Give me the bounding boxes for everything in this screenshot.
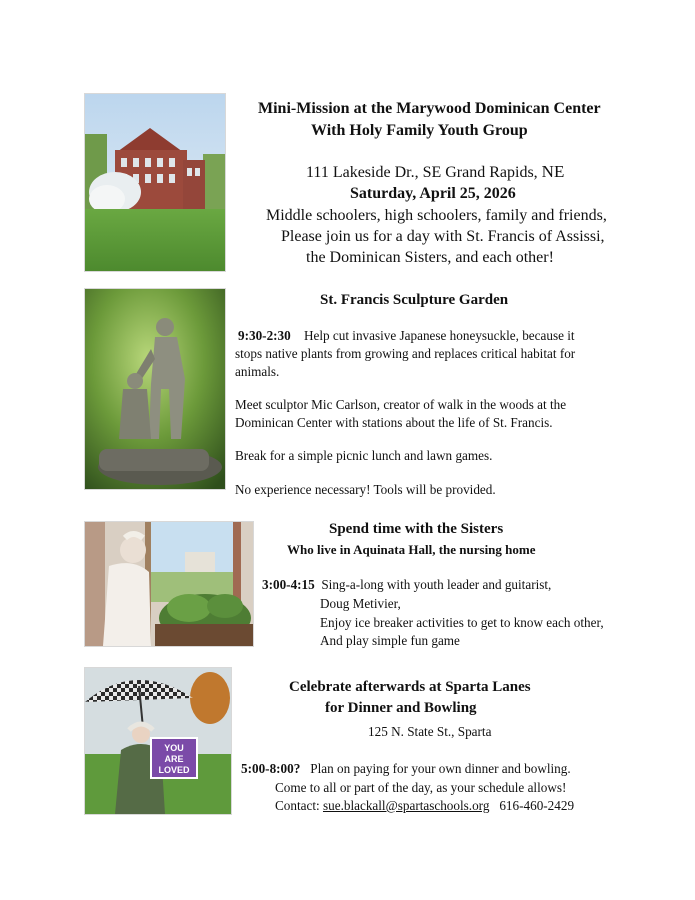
sisters-line1-text: Sing-a-long with youth leader and guitarist, [321, 577, 552, 592]
celebrate-time: 5:00-8:00? [241, 761, 301, 776]
celebrate-heading-line1: Celebrate afterwards at Sparta Lanes [289, 679, 531, 695]
sisters-line2: Doug Metivier, [320, 596, 401, 611]
sign-word-1: YOU [164, 743, 184, 753]
contact-label: Contact: [275, 798, 323, 813]
marywood-building-photo [84, 93, 226, 272]
event-title-line1: Mini-Mission at the Marywood Dominican Center [258, 100, 601, 117]
address-text: 111 Lakeside Dr., SE Grand Rapids, [306, 164, 542, 181]
invite-line2: Please join us for a day with St. Francis of Assissi, [281, 228, 605, 245]
sculpture-para1-line1 [238, 327, 575, 344]
invite-line3: the Dominican Sisters, and each other! [306, 249, 554, 266]
celebrate-line2: Come to all or part of the day, as your schedule allows! [275, 780, 567, 795]
celebrate-heading-line2: for Dinner and Bowling [325, 700, 477, 716]
event-date: Saturday, April 25, 2026 [350, 185, 516, 202]
celebrate-line1-text: Plan on paying for your own dinner and bowling. [310, 761, 571, 776]
sparta-lanes-address: 125 N. State St., Sparta [368, 724, 492, 739]
sculpture-para2-line2: Dominican Center with stations about the life of St. Francis. [235, 415, 553, 430]
sisters-line3: Enjoy ice breaker activities to get to know each other, [320, 615, 604, 630]
sisters-time: 3:00-4:15 [262, 577, 315, 592]
sculpture-para2-line1: Meet sculptor Mic Carlson, creator of walk in the woods at the [235, 397, 567, 412]
sculpture-time: 9:30-2:30 [238, 328, 291, 343]
sculpture-para1-line3: animals. [235, 364, 280, 379]
sisters-line4: And play simple fun game [320, 633, 460, 648]
celebrate-line1 [241, 760, 571, 777]
contact-line [275, 797, 574, 814]
sculpture-para4: No experience necessary! Tools will be provided. [235, 482, 496, 497]
event-title-line2: With Holy Family Youth Group [311, 122, 528, 139]
sisters-line1 [262, 576, 551, 593]
address-state: NE [541, 162, 565, 181]
sign-word-2: ARE [164, 754, 184, 764]
invite-line1: Middle schoolers, high schoolers, family and friends, [266, 207, 607, 224]
contact-phone: 616-460-2429 [499, 798, 575, 813]
sculpture-garden-heading: St. Francis Sculpture Garden [320, 292, 509, 308]
sculpture-para1-text: Help cut invasive Japanese honeysuckle, because it [303, 328, 575, 343]
sign-word-3: LOVED [158, 765, 190, 775]
sisters-heading: Spend time with the Sisters [329, 521, 504, 537]
event-address [306, 162, 564, 182]
sister-with-plants-photo [84, 521, 254, 647]
sculpture-para3: Break for a simple picnic lunch and lawn games. [235, 448, 493, 463]
sisters-subheading: Who live in Aquinata Hall, the nursing home [287, 542, 536, 557]
st-francis-sculpture-photo [84, 288, 226, 490]
umbrella-you-are-loved-photo [84, 667, 232, 815]
sculpture-para1-line2: stops native plants from growing and replaces critical habitat for [235, 346, 576, 361]
contact-email-link[interactable]: sue.blackall@spartaschools.org [322, 798, 490, 813]
